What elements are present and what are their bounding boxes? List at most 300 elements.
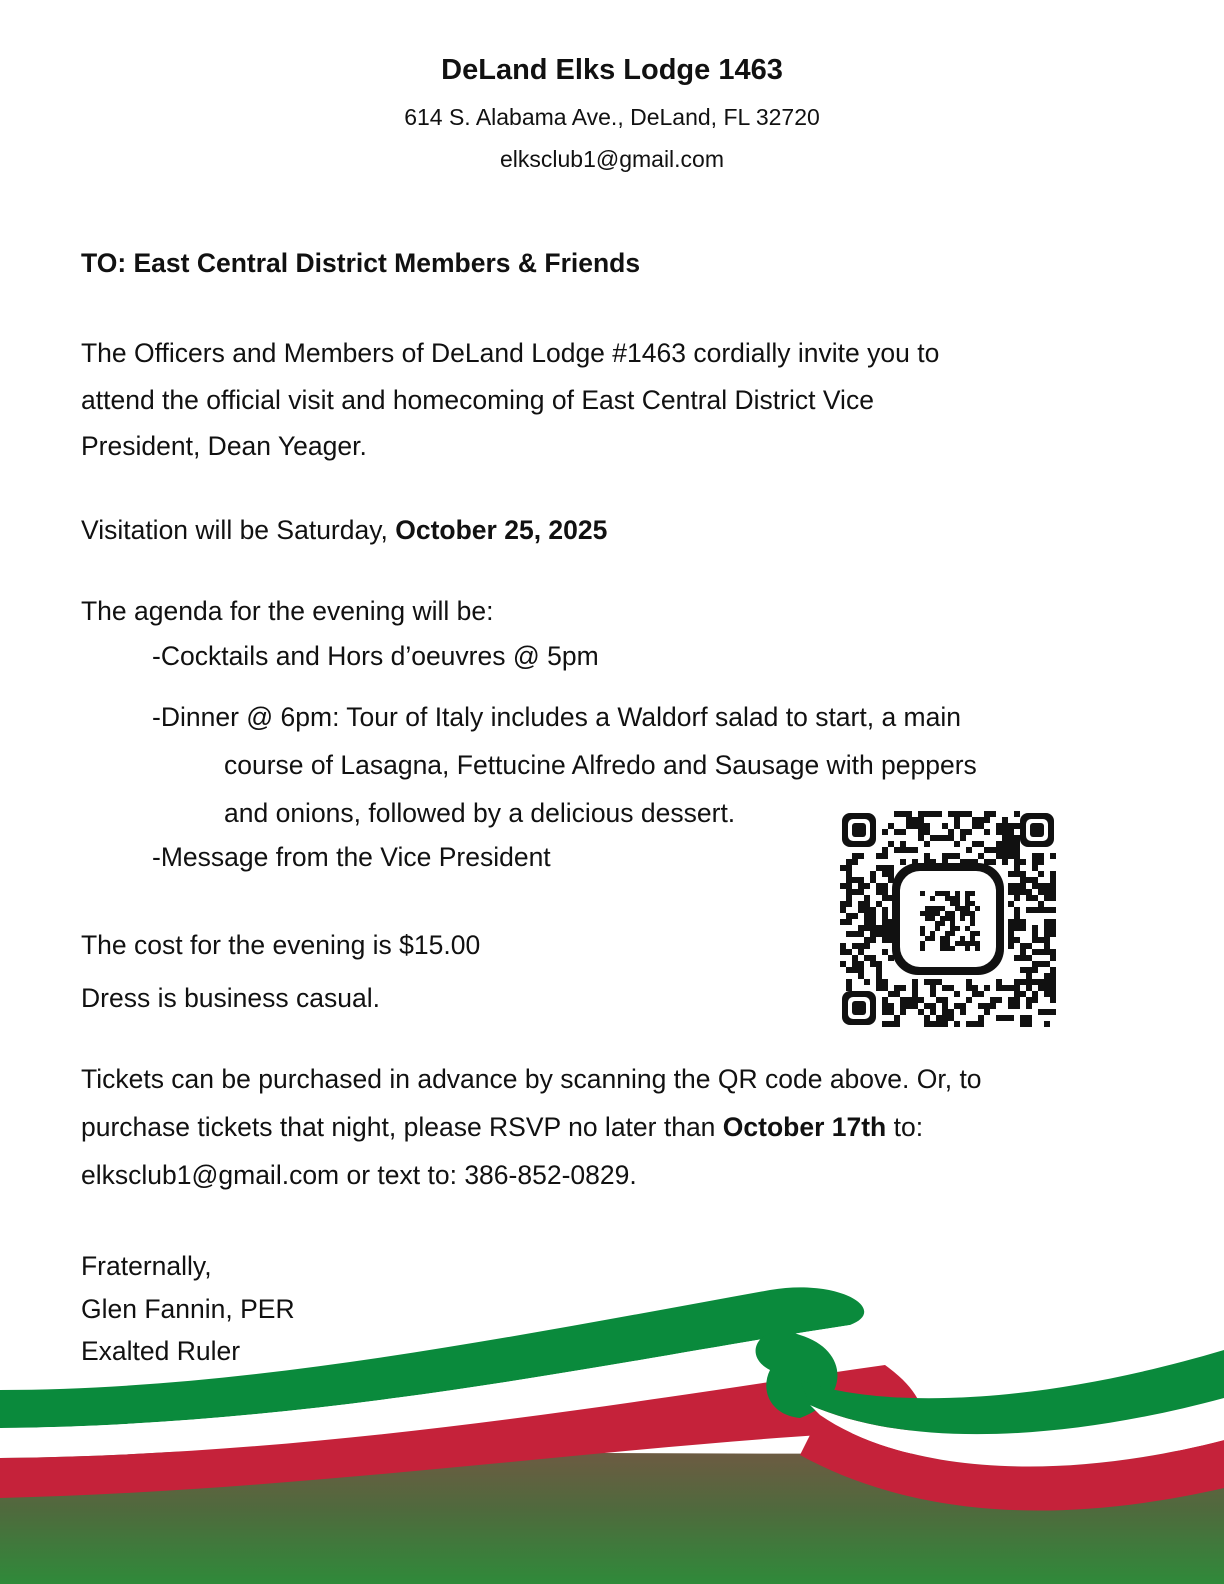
qr-module bbox=[1020, 877, 1026, 883]
qr-module bbox=[942, 985, 948, 991]
qr-center-module bbox=[950, 931, 955, 936]
qr-module bbox=[954, 823, 960, 829]
qr-module bbox=[1008, 889, 1014, 895]
qr-module bbox=[918, 829, 924, 835]
qr-module bbox=[900, 985, 906, 991]
qr-module bbox=[1020, 859, 1026, 865]
qr-module bbox=[888, 865, 894, 871]
qr-module bbox=[852, 889, 858, 895]
qr-module bbox=[858, 877, 864, 883]
qr-module bbox=[930, 811, 936, 817]
qr-module bbox=[1050, 895, 1056, 901]
qr-module bbox=[960, 1003, 966, 1009]
italian-flag-ribbon bbox=[0, 1240, 1224, 1584]
qr-module bbox=[852, 967, 858, 973]
qr-module bbox=[1038, 907, 1044, 913]
qr-module bbox=[1008, 883, 1014, 889]
qr-module bbox=[1014, 907, 1020, 913]
qr-module bbox=[840, 949, 846, 955]
qr-module bbox=[864, 943, 870, 949]
qr-module bbox=[900, 997, 906, 1003]
agenda-item-message: -Message from the Vice President bbox=[152, 842, 551, 872]
qr-module bbox=[1020, 1021, 1026, 1027]
qr-module bbox=[894, 1015, 900, 1021]
qr-module bbox=[882, 1021, 888, 1027]
qr-module bbox=[1032, 967, 1038, 973]
qr-module bbox=[1020, 889, 1026, 895]
invitation-line: attend the official visit and homecoming of East Central District Vice bbox=[81, 384, 874, 415]
qr-module bbox=[990, 997, 996, 1003]
qr-module bbox=[888, 841, 894, 847]
qr-module bbox=[1014, 913, 1020, 919]
qr-module bbox=[1050, 883, 1056, 889]
qr-module bbox=[966, 811, 972, 817]
qr-module bbox=[990, 859, 996, 865]
qr-module bbox=[1032, 925, 1038, 931]
qr-module bbox=[930, 1009, 936, 1015]
qr-center-module bbox=[970, 941, 975, 946]
qr-module bbox=[1026, 877, 1032, 883]
qr-module bbox=[846, 913, 852, 919]
qr-center-module bbox=[925, 916, 930, 921]
qr-module bbox=[888, 823, 894, 829]
qr-module bbox=[960, 835, 966, 841]
qr-module bbox=[954, 841, 960, 847]
qr-module bbox=[858, 853, 864, 859]
qr-module bbox=[1050, 991, 1056, 997]
qr-module bbox=[858, 907, 864, 913]
qr-module bbox=[1008, 871, 1014, 877]
qr-module bbox=[846, 901, 852, 907]
qr-module bbox=[1032, 859, 1038, 865]
qr-module bbox=[1032, 877, 1038, 883]
visitation-prefix: Visitation will be Saturday, bbox=[81, 515, 396, 545]
qr-center-module bbox=[975, 931, 980, 936]
qr-module bbox=[864, 901, 870, 907]
qr-module bbox=[1014, 937, 1020, 943]
qr-module bbox=[1008, 901, 1014, 907]
qr-module bbox=[924, 823, 930, 829]
qr-center-module bbox=[960, 916, 965, 921]
qr-module bbox=[918, 997, 924, 1003]
invitation-line: The Officers and Members of DeLand Lodge #1463 cordially invite you to bbox=[81, 338, 940, 368]
qr-module bbox=[948, 985, 954, 991]
qr-center-module bbox=[960, 936, 965, 941]
tickets-line: Tickets can be purchased in advance by scanning the QR code above. Or, to bbox=[81, 1064, 982, 1094]
qr-module bbox=[1044, 895, 1050, 901]
qr-module bbox=[1014, 853, 1020, 859]
rsvp-date: October 17th bbox=[722, 1112, 887, 1142]
qr-center-module bbox=[970, 911, 975, 916]
tickets-line: elksclub1@gmail.com or text to: 386-852-0829. bbox=[81, 1160, 637, 1190]
qr-center-module bbox=[920, 911, 925, 916]
qr-module bbox=[1020, 955, 1026, 961]
qr-center-module bbox=[965, 911, 970, 916]
qr-module bbox=[1014, 997, 1020, 1003]
qr-module bbox=[1038, 961, 1044, 967]
qr-module bbox=[912, 985, 918, 991]
qr-module bbox=[900, 841, 906, 847]
qr-module bbox=[978, 1003, 984, 1009]
qr-module bbox=[1044, 889, 1050, 895]
qr-module bbox=[1032, 883, 1038, 889]
qr-module bbox=[984, 847, 990, 853]
qr-module bbox=[954, 991, 960, 997]
qr-module bbox=[930, 835, 936, 841]
qr-module bbox=[924, 811, 930, 817]
qr-module bbox=[936, 979, 942, 985]
qr-module bbox=[900, 847, 906, 853]
qr-module bbox=[954, 1021, 960, 1027]
qr-module bbox=[858, 949, 864, 955]
qr-module bbox=[1020, 871, 1026, 877]
qr-module bbox=[918, 811, 924, 817]
qr-module bbox=[1014, 1003, 1020, 1009]
qr-module bbox=[1044, 949, 1050, 955]
qr-module bbox=[1014, 835, 1020, 841]
qr-module bbox=[1002, 847, 1008, 853]
qr-module bbox=[978, 817, 984, 823]
qr-module bbox=[942, 1009, 948, 1015]
qr-module bbox=[1044, 883, 1050, 889]
qr-module bbox=[1026, 979, 1032, 985]
qr-module bbox=[870, 925, 876, 931]
qr-module bbox=[858, 943, 864, 949]
qr-center-module bbox=[930, 911, 935, 916]
qr-module bbox=[888, 991, 894, 997]
qr-finder-top-left bbox=[842, 813, 876, 847]
signature-role: Exalted Ruler bbox=[81, 1336, 241, 1366]
qr-module bbox=[1038, 853, 1044, 859]
qr-module bbox=[948, 829, 954, 835]
qr-module bbox=[882, 847, 888, 853]
qr-module bbox=[852, 943, 858, 949]
recipient-line: TO: East Central District Members & Friends bbox=[81, 248, 641, 278]
qr-module bbox=[924, 853, 930, 859]
qr-module bbox=[954, 811, 960, 817]
qr-center-module bbox=[970, 916, 975, 921]
qr-module bbox=[1032, 895, 1038, 901]
qr-module bbox=[1050, 919, 1056, 925]
qr-center-module bbox=[945, 936, 950, 941]
qr-module bbox=[1050, 925, 1056, 931]
qr-module bbox=[924, 1015, 930, 1021]
qr-module bbox=[858, 889, 864, 895]
qr-module bbox=[936, 835, 942, 841]
qr-module bbox=[954, 1003, 960, 1009]
qr-center-module bbox=[940, 906, 945, 911]
qr-module bbox=[1014, 847, 1020, 853]
qr-module bbox=[1008, 985, 1014, 991]
agenda-dinner-line: and onions, followed by a delicious dessert. bbox=[224, 798, 736, 828]
qr-module bbox=[918, 835, 924, 841]
qr-module bbox=[882, 937, 888, 943]
qr-module bbox=[972, 985, 978, 991]
qr-module bbox=[978, 1015, 984, 1021]
qr-module bbox=[1014, 811, 1020, 817]
qr-module bbox=[912, 823, 918, 829]
qr-center-module bbox=[945, 891, 950, 896]
qr-module bbox=[900, 811, 906, 817]
qr-module bbox=[1014, 985, 1020, 991]
qr-module bbox=[966, 1021, 972, 1027]
qr-module bbox=[876, 985, 882, 991]
qr-module bbox=[1002, 835, 1008, 841]
qr-module bbox=[972, 991, 978, 997]
qr-module bbox=[1026, 907, 1032, 913]
qr-module bbox=[864, 907, 870, 913]
qr-module bbox=[1008, 823, 1014, 829]
qr-module bbox=[1008, 829, 1014, 835]
qr-module bbox=[948, 811, 954, 817]
qr-module bbox=[924, 1003, 930, 1009]
qr-module bbox=[984, 1009, 990, 1015]
qr-center-module bbox=[950, 946, 955, 951]
qr-module bbox=[876, 901, 882, 907]
qr-module bbox=[1044, 919, 1050, 925]
qr-module bbox=[1020, 925, 1026, 931]
qr-module bbox=[888, 871, 894, 877]
qr-module bbox=[1002, 853, 1008, 859]
qr-module bbox=[1020, 979, 1026, 985]
qr-module bbox=[1044, 973, 1050, 979]
qr-module bbox=[1014, 991, 1020, 997]
qr-center-module bbox=[955, 901, 960, 906]
qr-module bbox=[1044, 1021, 1050, 1027]
dress-code-line: Dress is business casual. bbox=[81, 983, 380, 1013]
qr-module bbox=[1014, 823, 1020, 829]
qr-module bbox=[996, 979, 1002, 985]
qr-module bbox=[1050, 931, 1056, 937]
qr-module bbox=[930, 991, 936, 997]
qr-module bbox=[1050, 907, 1056, 913]
qr-module bbox=[858, 973, 864, 979]
qr-module bbox=[1038, 859, 1044, 865]
qr-module bbox=[1044, 1009, 1050, 1015]
qr-module bbox=[1032, 907, 1038, 913]
qr-center-module bbox=[920, 926, 925, 931]
qr-module bbox=[984, 829, 990, 835]
qr-module bbox=[966, 985, 972, 991]
qr-module bbox=[1038, 889, 1044, 895]
qr-center-module bbox=[935, 911, 940, 916]
qr-module bbox=[846, 889, 852, 895]
qr-module bbox=[1026, 943, 1032, 949]
qr-module bbox=[966, 847, 972, 853]
qr-module bbox=[996, 847, 1002, 853]
qr-module bbox=[846, 979, 852, 985]
qr-center-module bbox=[950, 901, 955, 906]
qr-module bbox=[1038, 979, 1044, 985]
qr-module bbox=[1008, 847, 1014, 853]
qr-module bbox=[960, 811, 966, 817]
qr-module bbox=[852, 931, 858, 937]
qr-module bbox=[858, 967, 864, 973]
qr-module bbox=[1014, 889, 1020, 895]
qr-module bbox=[894, 985, 900, 991]
qr-center-module bbox=[960, 906, 965, 911]
qr-module bbox=[978, 853, 984, 859]
qr-module bbox=[990, 1003, 996, 1009]
qr-module bbox=[840, 961, 846, 967]
qr-module bbox=[846, 877, 852, 883]
qr-module bbox=[924, 979, 930, 985]
qr-code[interactable] bbox=[840, 811, 1056, 1027]
qr-module bbox=[1008, 853, 1014, 859]
tickets-line bbox=[81, 1103, 982, 1151]
qr-module bbox=[1032, 961, 1038, 967]
qr-center-module bbox=[945, 946, 950, 951]
agenda-dinner-line: course of Lasagna, Fettucine Alfredo and Sausage with peppers bbox=[224, 750, 977, 780]
qr-module bbox=[1014, 871, 1020, 877]
qr-module bbox=[1032, 853, 1038, 859]
qr-module bbox=[1008, 841, 1014, 847]
signature-name: Glen Fannin, PER bbox=[81, 1293, 295, 1324]
qr-module bbox=[1044, 985, 1050, 991]
qr-center-module bbox=[950, 911, 955, 916]
qr-center-module bbox=[955, 941, 960, 946]
qr-module bbox=[894, 991, 900, 997]
qr-module bbox=[1050, 1009, 1056, 1015]
qr-module bbox=[936, 1015, 942, 1021]
qr-module bbox=[930, 985, 936, 991]
qr-module bbox=[876, 883, 882, 889]
qr-module bbox=[1002, 859, 1008, 865]
qr-module bbox=[984, 811, 990, 817]
qr-module bbox=[882, 919, 888, 925]
qr-module bbox=[882, 931, 888, 937]
agenda-item-cocktails: -Cocktails and Hors d’oeuvres @ 5pm bbox=[152, 641, 599, 671]
qr-module bbox=[996, 829, 1002, 835]
qr-module bbox=[1050, 973, 1056, 979]
qr-module bbox=[870, 961, 876, 967]
qr-module bbox=[876, 889, 882, 895]
qr-module bbox=[912, 1003, 918, 1009]
qr-center-module bbox=[970, 931, 975, 936]
qr-module bbox=[1038, 937, 1044, 943]
qr-module bbox=[1002, 841, 1008, 847]
qr-module bbox=[858, 961, 864, 967]
qr-module bbox=[864, 979, 870, 985]
qr-module bbox=[882, 853, 888, 859]
qr-module bbox=[1050, 853, 1056, 859]
qr-module bbox=[840, 883, 846, 889]
qr-module bbox=[870, 907, 876, 913]
qr-module bbox=[996, 985, 1002, 991]
qr-module bbox=[996, 841, 1002, 847]
qr-center-module bbox=[940, 941, 945, 946]
qr-module bbox=[840, 901, 846, 907]
qr-module bbox=[840, 943, 846, 949]
qr-module bbox=[888, 1009, 894, 1015]
qr-module bbox=[1008, 919, 1014, 925]
qr-module bbox=[858, 901, 864, 907]
qr-module bbox=[942, 997, 948, 1003]
lodge-address: 614 S. Alabama Ave., DeLand, FL 32720 bbox=[404, 104, 820, 130]
qr-center-module bbox=[975, 946, 980, 951]
qr-module bbox=[840, 919, 846, 925]
qr-module bbox=[1020, 991, 1026, 997]
qr-module bbox=[984, 985, 990, 991]
qr-module bbox=[948, 1015, 954, 1021]
qr-module bbox=[1050, 949, 1056, 955]
qr-center-module bbox=[975, 941, 980, 946]
qr-module bbox=[1026, 1003, 1032, 1009]
agenda-intro: The agenda for the evening will be: bbox=[81, 596, 494, 626]
visitation-date: October 25, 2025 bbox=[395, 515, 608, 545]
qr-center-module bbox=[940, 921, 945, 926]
qr-center-module bbox=[970, 936, 975, 941]
qr-module bbox=[1038, 883, 1044, 889]
qr-module bbox=[1014, 925, 1020, 931]
qr-module bbox=[852, 961, 858, 967]
qr-module bbox=[942, 1003, 948, 1009]
qr-module bbox=[936, 1021, 942, 1027]
qr-module bbox=[858, 925, 864, 931]
invitation-paragraph bbox=[81, 330, 939, 470]
qr-module bbox=[1008, 1003, 1014, 1009]
qr-module bbox=[852, 859, 858, 865]
qr-module bbox=[876, 931, 882, 937]
qr-module bbox=[1044, 925, 1050, 931]
qr-module bbox=[1044, 931, 1050, 937]
qr-center-module bbox=[930, 906, 935, 911]
qr-module bbox=[1014, 883, 1020, 889]
invitation-line: President, Dean Yeager. bbox=[81, 431, 367, 461]
qr-module bbox=[864, 919, 870, 925]
qr-module bbox=[1038, 985, 1044, 991]
qr-module bbox=[1020, 943, 1026, 949]
qr-module bbox=[972, 1021, 978, 1027]
qr-module bbox=[858, 883, 864, 889]
qr-module bbox=[846, 883, 852, 889]
qr-module bbox=[870, 877, 876, 883]
qr-center-module bbox=[925, 936, 930, 941]
qr-module bbox=[900, 829, 906, 835]
qr-module bbox=[1008, 937, 1014, 943]
qr-module bbox=[1044, 979, 1050, 985]
qr-module bbox=[942, 853, 948, 859]
qr-module bbox=[870, 919, 876, 925]
qr-module bbox=[858, 931, 864, 937]
qr-module bbox=[912, 997, 918, 1003]
qr-center-module bbox=[965, 926, 970, 931]
qr-module bbox=[1044, 991, 1050, 997]
qr-module bbox=[996, 853, 1002, 859]
qr-module bbox=[876, 961, 882, 967]
qr-module bbox=[1044, 937, 1050, 943]
qr-module bbox=[1026, 967, 1032, 973]
qr-module bbox=[1014, 895, 1020, 901]
qr-module bbox=[882, 997, 888, 1003]
qr-center-module bbox=[930, 931, 935, 936]
qr-module bbox=[882, 889, 888, 895]
qr-center-module bbox=[970, 921, 975, 926]
qr-center-module bbox=[950, 896, 955, 901]
qr-center-module bbox=[960, 941, 965, 946]
qr-module bbox=[978, 841, 984, 847]
qr-module bbox=[870, 955, 876, 961]
cost-line: The cost for the evening is $15.00 bbox=[81, 930, 481, 960]
qr-center-module bbox=[955, 891, 960, 896]
qr-center-module bbox=[920, 946, 925, 951]
qr-module bbox=[924, 1021, 930, 1027]
qr-module bbox=[870, 931, 876, 937]
qr-module bbox=[894, 811, 900, 817]
qr-center-module bbox=[975, 906, 980, 911]
qr-center-module bbox=[925, 911, 930, 916]
qr-module bbox=[870, 913, 876, 919]
